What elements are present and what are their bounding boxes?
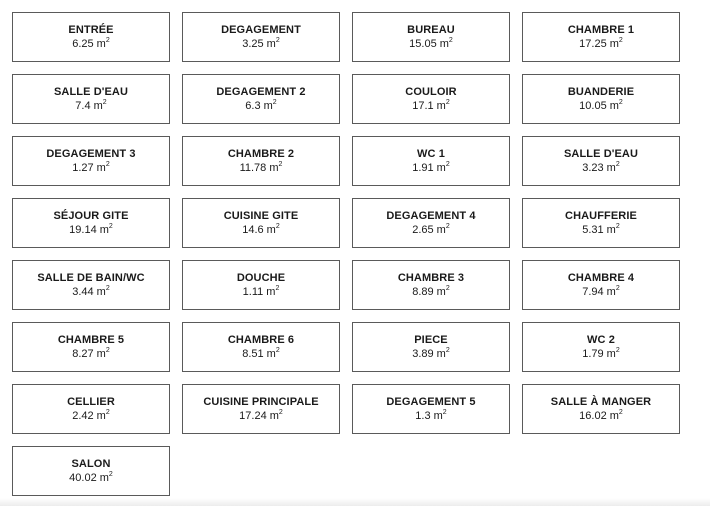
room-area <box>412 285 450 301</box>
room-name: BUREAU <box>407 23 455 36</box>
room-name: ENTRÉE <box>68 23 114 36</box>
room-name: SALLE À MANGER <box>550 395 652 408</box>
room-card[interactable] <box>522 260 680 310</box>
area-unit-exponent: 2 <box>618 98 623 106</box>
room-name: DOUCHE <box>236 271 286 284</box>
room-name: SALLE DE BAIN/WC <box>37 271 145 284</box>
area-unit-exponent: 2 <box>275 346 280 354</box>
room-area <box>69 471 113 487</box>
room-card[interactable] <box>182 260 340 310</box>
room-area <box>242 347 280 363</box>
area-unit-exponent: 2 <box>105 36 110 44</box>
area-unit-exponent: 2 <box>275 36 280 44</box>
area-unit-exponent: 2 <box>615 284 620 292</box>
room-area-value: 3.23 m <box>582 161 616 174</box>
room-card[interactable] <box>522 12 680 62</box>
room-area <box>245 99 276 115</box>
room-name: PIECE <box>414 333 448 346</box>
room-area <box>579 99 623 115</box>
room-card[interactable] <box>12 260 170 310</box>
room-area-value: 15.05 m <box>409 37 449 50</box>
room-name: DEGAGEMENT 5 <box>386 395 476 408</box>
room-name: CUISINE PRINCIPALE <box>203 395 319 408</box>
area-unit-exponent: 2 <box>445 284 450 292</box>
room-card[interactable] <box>12 136 170 186</box>
room-area <box>72 37 110 53</box>
area-unit-exponent: 2 <box>102 98 107 106</box>
room-card[interactable] <box>12 198 170 248</box>
area-unit-exponent: 2 <box>615 160 620 168</box>
area-unit-exponent: 2 <box>105 284 110 292</box>
room-card[interactable] <box>352 198 510 248</box>
room-area-value: 2.42 m <box>72 409 106 422</box>
room-name: DEGAGEMENT 4 <box>386 209 476 222</box>
room-name: CHAMBRE 2 <box>227 147 295 160</box>
room-area <box>412 99 450 115</box>
room-area <box>75 99 106 115</box>
room-name: WC 2 <box>587 333 615 346</box>
area-unit-exponent: 2 <box>108 222 113 230</box>
room-area <box>72 409 110 425</box>
room-card[interactable] <box>522 384 680 434</box>
room-area <box>412 347 450 363</box>
area-unit-exponent: 2 <box>615 222 620 230</box>
room-card[interactable] <box>352 74 510 124</box>
room-area-value: 19.14 m <box>69 223 109 236</box>
room-card[interactable] <box>182 136 340 186</box>
room-card[interactable] <box>352 12 510 62</box>
room-name: CHAMBRE 5 <box>57 333 125 346</box>
room-grid <box>12 12 680 496</box>
room-area-value: 10.05 m <box>579 99 619 112</box>
room-area-value: 14.6 m <box>242 223 276 236</box>
room-area <box>579 409 623 425</box>
room-area-value: 5.31 m <box>582 223 616 236</box>
area-unit-exponent: 2 <box>445 160 450 168</box>
room-card[interactable] <box>12 12 170 62</box>
room-name: CHAMBRE 6 <box>227 333 295 346</box>
room-card[interactable] <box>522 136 680 186</box>
area-unit-exponent: 2 <box>442 408 447 416</box>
room-area <box>240 161 283 177</box>
room-area <box>582 347 620 363</box>
room-name: BUANDERIE <box>567 85 635 98</box>
room-area-value: 7.94 m <box>582 285 616 298</box>
room-area <box>579 37 623 53</box>
room-card[interactable] <box>12 322 170 372</box>
room-card[interactable] <box>522 74 680 124</box>
room-area <box>69 223 113 239</box>
room-area-value: 6.3 m <box>245 99 273 112</box>
room-card[interactable] <box>522 198 680 248</box>
room-area-value: 11.78 m <box>239 161 279 174</box>
room-name: CELLIER <box>67 395 115 408</box>
room-area-value: 8.51 m <box>242 347 276 360</box>
room-name: SÉJOUR GITE <box>53 209 129 222</box>
room-area-value: 1.11 m <box>242 285 276 298</box>
room-area <box>582 285 620 301</box>
room-area-value: 1.91 m <box>412 161 446 174</box>
area-unit-exponent: 2 <box>278 160 283 168</box>
room-area-value: 2.65 m <box>412 223 446 236</box>
area-unit-exponent: 2 <box>275 284 280 292</box>
room-area <box>582 223 620 239</box>
area-unit-exponent: 2 <box>445 98 450 106</box>
room-card[interactable] <box>182 12 340 62</box>
room-card[interactable] <box>352 260 510 310</box>
room-area <box>72 161 110 177</box>
room-area-value: 3.25 m <box>242 37 276 50</box>
room-area-value: 17.1 m <box>412 99 446 112</box>
room-name: DEGAGEMENT <box>221 23 301 36</box>
room-card[interactable] <box>12 384 170 434</box>
area-unit-exponent: 2 <box>618 36 623 44</box>
area-unit-exponent: 2 <box>278 408 283 416</box>
area-unit-exponent: 2 <box>275 222 280 230</box>
area-unit-exponent: 2 <box>105 346 110 354</box>
area-unit-exponent: 2 <box>448 36 453 44</box>
room-name: DEGAGEMENT 3 <box>46 147 136 160</box>
room-area-value: 3.44 m <box>72 285 106 298</box>
room-card[interactable] <box>352 136 510 186</box>
room-name: CHAMBRE 3 <box>397 271 465 284</box>
room-card[interactable] <box>352 384 510 434</box>
room-area-value: 3.89 m <box>412 347 446 360</box>
room-area <box>242 37 280 53</box>
room-card[interactable] <box>182 384 340 434</box>
area-unit-exponent: 2 <box>105 160 110 168</box>
room-area-value: 1.79 m <box>582 347 616 360</box>
area-unit-exponent: 2 <box>445 346 450 354</box>
room-name: CHAMBRE 1 <box>567 23 635 36</box>
room-area <box>409 37 453 53</box>
room-name: SALON <box>71 457 111 470</box>
room-card[interactable] <box>12 74 170 124</box>
room-area-value: 1.27 m <box>72 161 106 174</box>
room-name: CHAMBRE 4 <box>567 271 635 284</box>
room-name: COULOIR <box>405 85 457 98</box>
room-area <box>582 161 620 177</box>
area-unit-exponent: 2 <box>108 470 113 478</box>
room-card[interactable] <box>12 446 170 496</box>
room-card[interactable] <box>182 74 340 124</box>
room-area <box>72 347 110 363</box>
room-area <box>412 223 450 239</box>
room-area-value: 16.02 m <box>579 409 619 422</box>
room-area <box>243 285 280 301</box>
room-name: CUISINE GITE <box>223 209 299 222</box>
room-area-value: 1.3 m <box>415 409 443 422</box>
area-unit-exponent: 2 <box>445 222 450 230</box>
area-unit-exponent: 2 <box>105 408 110 416</box>
room-name: SALLE D'EAU <box>54 85 128 98</box>
room-area <box>412 161 450 177</box>
room-area-value: 17.24 m <box>239 409 279 422</box>
room-card[interactable] <box>182 322 340 372</box>
area-unit-exponent: 2 <box>272 98 277 106</box>
room-card[interactable] <box>352 322 510 372</box>
room-area-value: 8.89 m <box>412 285 446 298</box>
room-area-value: 8.27 m <box>72 347 106 360</box>
room-area <box>415 409 446 425</box>
room-area-value: 6.25 m <box>72 37 106 50</box>
area-unit-exponent: 2 <box>615 346 620 354</box>
room-name: CHAUFFERIE <box>565 209 637 222</box>
room-area-value: 7.4 m <box>75 99 103 112</box>
room-area <box>242 223 280 239</box>
area-unit-exponent: 2 <box>618 408 623 416</box>
room-area-value: 40.02 m <box>69 471 109 484</box>
room-card[interactable] <box>182 198 340 248</box>
room-area-value: 17.25 m <box>579 37 619 50</box>
room-name: SALLE D'EAU <box>564 147 638 160</box>
bottom-edge-shade <box>0 498 710 506</box>
room-name: DEGAGEMENT 2 <box>216 85 306 98</box>
room-card[interactable] <box>522 322 680 372</box>
room-name: WC 1 <box>417 147 445 160</box>
room-area <box>239 409 283 425</box>
room-area <box>72 285 110 301</box>
